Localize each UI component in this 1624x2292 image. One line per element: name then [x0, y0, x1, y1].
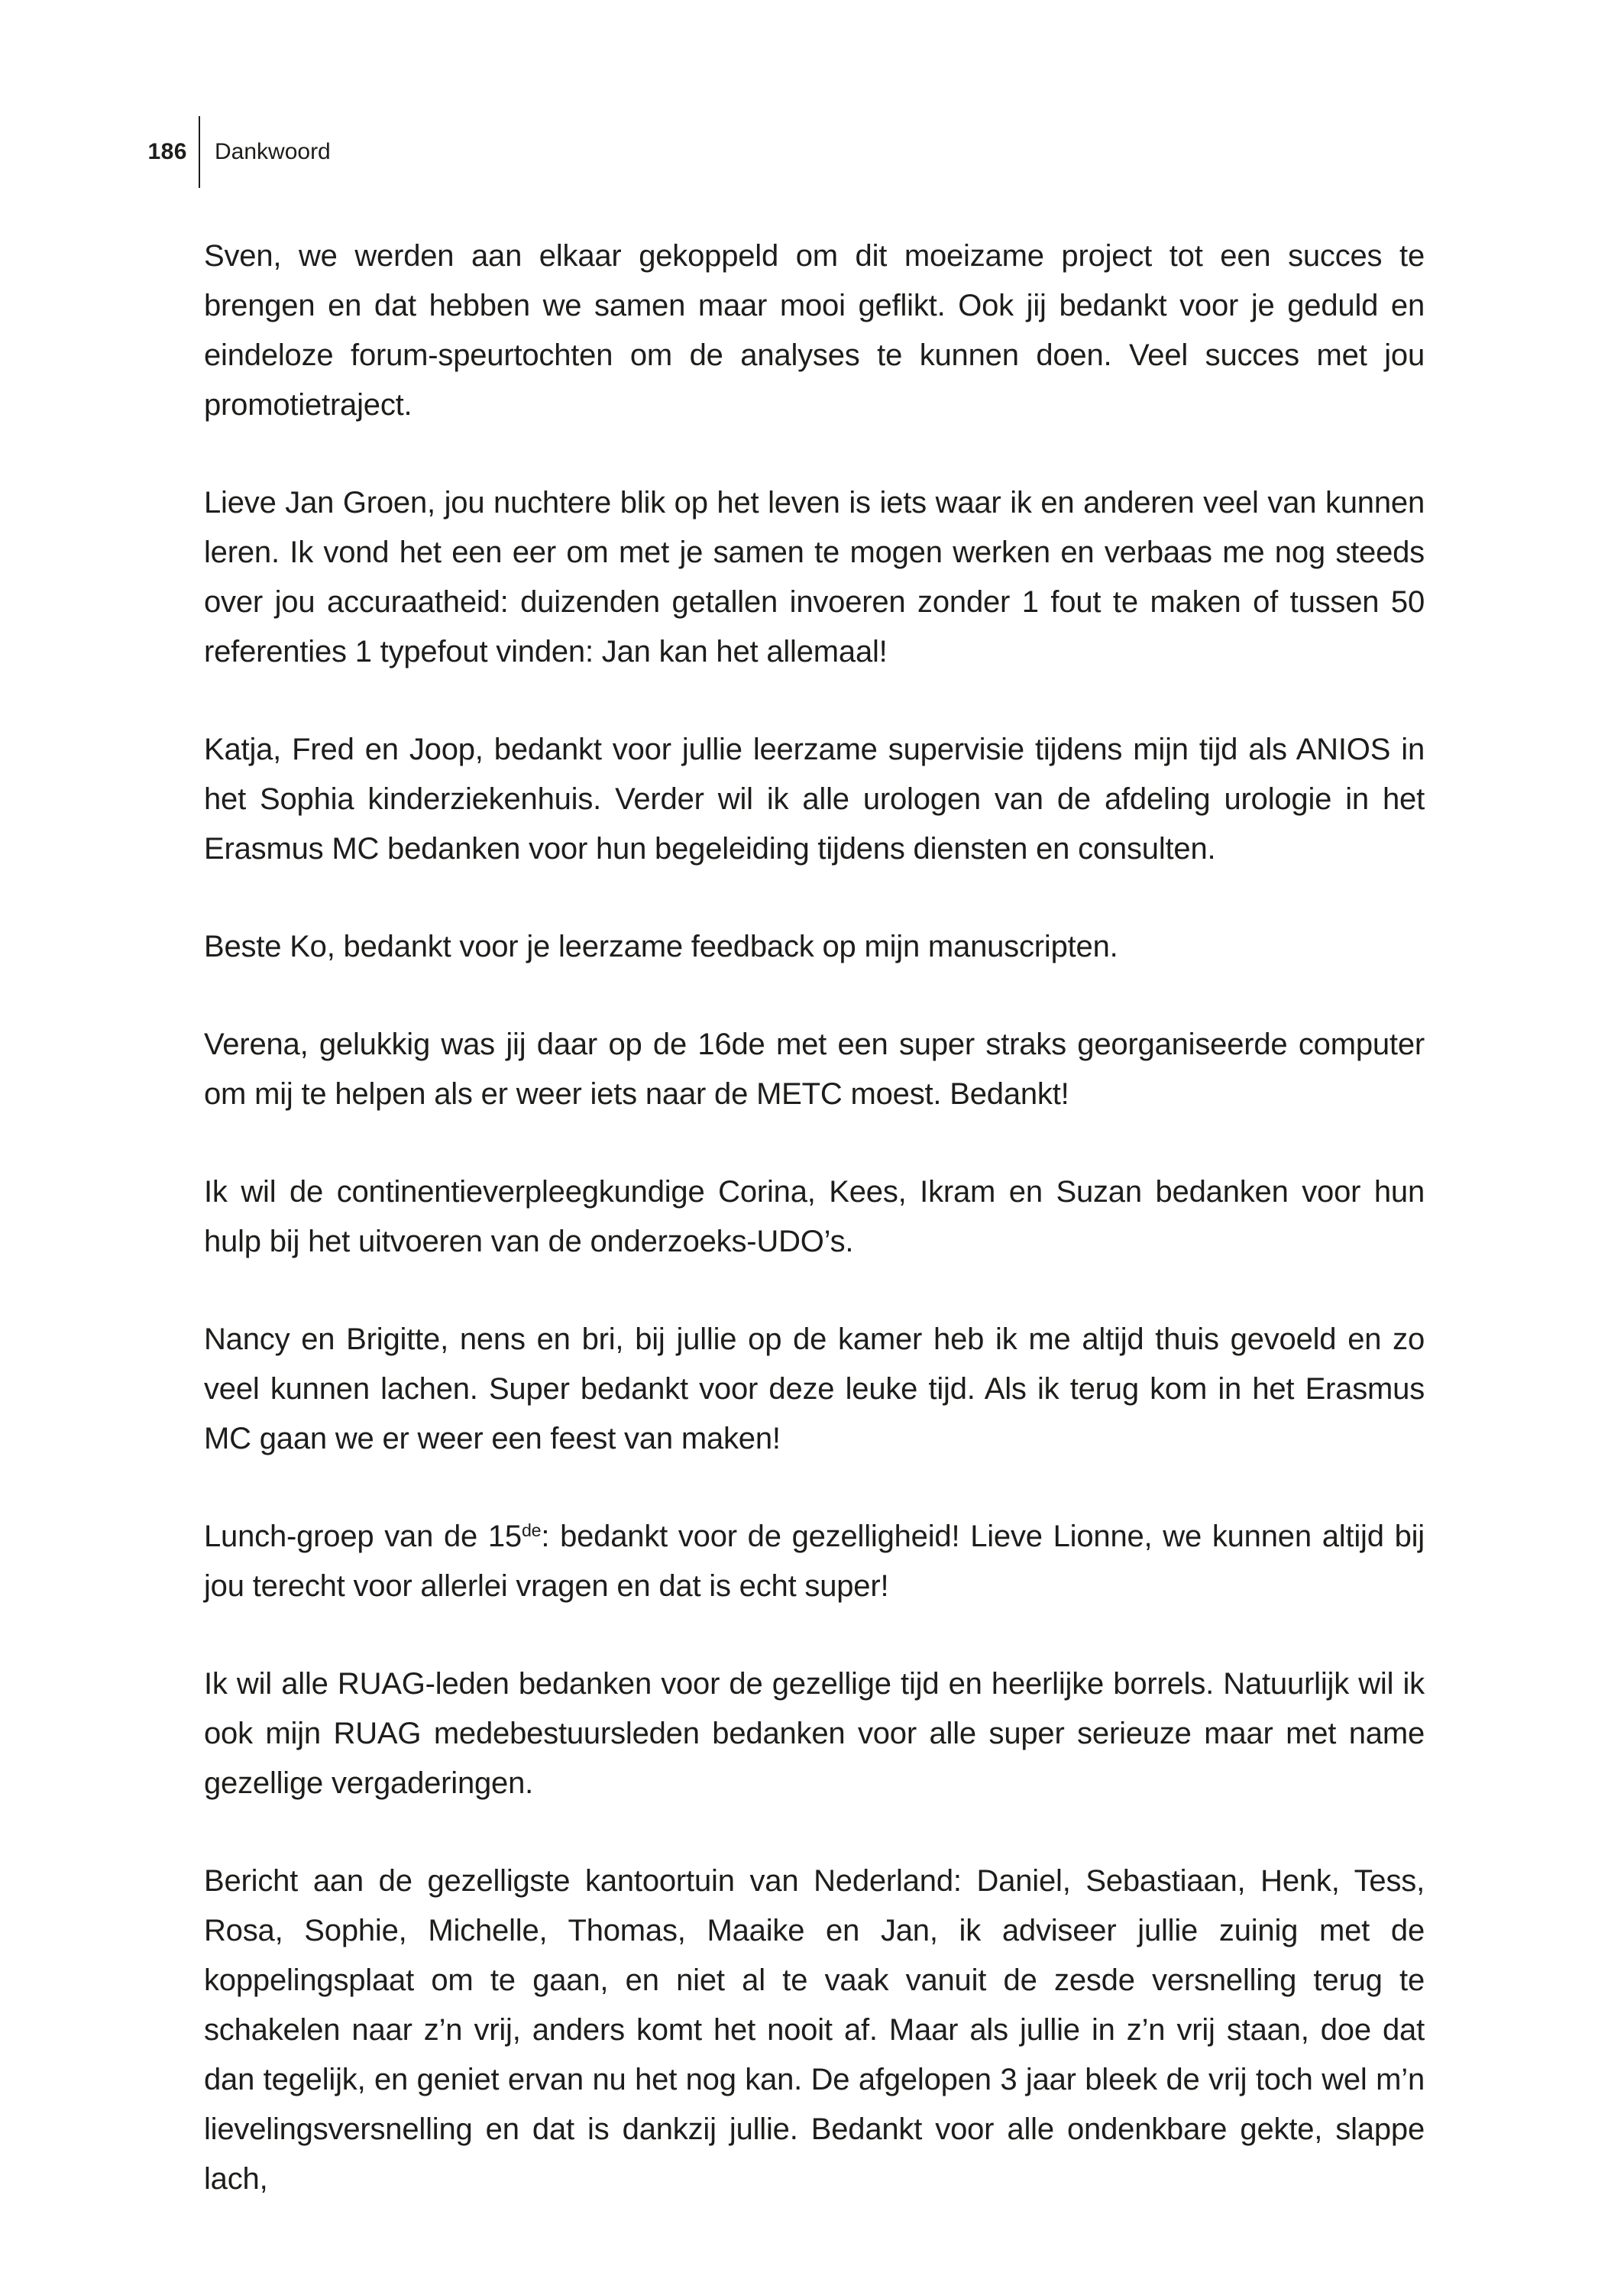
- section-title: Dankwoord: [215, 139, 331, 164]
- running-header: [0, 116, 331, 188]
- paragraph-text: Katja, Fred en Joop, bedankt voor jullie leerzame supervisie tijdens mijn tijd als ANIOS in het Sophia kinderziekenhuis. Verder wil ik alle urologen van de afdeling urologie in het Erasmus MC bedanken voor hun begeleiding tijdens diensten en consulten.: [204, 733, 1425, 866]
- header-divider-rule: [199, 116, 200, 188]
- paragraph: [204, 231, 1425, 430]
- paragraph-text: Sven, we werden aan elkaar gekoppeld om dit moeizame project tot een succes te brengen en dat hebben we samen maar mooi geflikt. Ook jij bedankt voor je geduld en eindeloze forum-speurtochten om de analyses te kunnen doen. Veel succes met jou promotietraject.: [204, 239, 1425, 422]
- paragraph: [204, 1857, 1425, 2204]
- paragraph: [204, 478, 1425, 677]
- paragraph-text: Ik wil de continentieverpleegkundige Corina, Kees, Ikram en Suzan bedanken voor hun hulp bij het uitvoeren van de onderzoeks-UDO’s.: [204, 1175, 1425, 1258]
- paragraph-text: : bedankt voor de gezelligheid! Lieve Lionne, we kunnen altijd bij jou terecht voor allerlei vragen en dat is echt super!: [204, 1520, 1425, 1603]
- paragraph-text: Lunch-groep van de 15: [204, 1520, 522, 1553]
- paragraph: [204, 1020, 1425, 1119]
- paragraph: [204, 1167, 1425, 1267]
- paragraph: [204, 1512, 1425, 1611]
- paragraph-text: Ik wil alle RUAG-leden bedanken voor de gezellige tijd en heerlijke borrels. Natuurlijk wil ik ook mijn RUAG medebestuursleden bedanken voor alle super serieuze maar met name gezellige vergaderingen.: [204, 1667, 1425, 1800]
- page-number: 186: [147, 139, 187, 164]
- paragraph: [204, 1315, 1425, 1464]
- paragraph: [204, 922, 1425, 972]
- paragraph: [204, 1659, 1425, 1808]
- paragraph-text: Nancy en Brigitte, nens en bri, bij jullie op de kamer heb ik me altijd thuis gevoeld en zo veel kunnen lachen. Super bedankt voor deze leuke tijd. Als ik terug kom in het Erasmus MC gaan we er weer een feest van maken!: [204, 1322, 1425, 1455]
- superscript-text: de: [521, 1520, 542, 1541]
- acknowledgments-body: [204, 231, 1425, 2204]
- paragraph-text: Verena, gelukkig was jij daar op de 16de met een super straks georganiseerde computer om mij te helpen als er weer iets naar de METC moest. Bedankt!: [204, 1028, 1425, 1111]
- paragraph-text: Bericht aan de gezelligste kantoortuin van Nederland: Daniel, Sebastiaan, Henk, Tess, Rosa, Sophie, Michelle, Thomas, Maaike en Jan, ik adviseer jullie zuinig met de koppelingsplaat om te gaan, en niet al te vaak vanuit de zesde versnelling terug te schakelen naar z’n vrij, anders komt het nooit af. Maar als jullie in z’n vrij staan, doe dat dan tegelijk, en geniet ervan nu het nog kan. De afgelopen 3 jaar bleek de vrij toch wel m’n lievelingsversnelling en dat is dankzij jullie. Bedankt voor alle ondenkbare gekte, slappe lach,: [204, 1864, 1425, 2196]
- paragraph: [204, 725, 1425, 874]
- paragraph-text: Beste Ko, bedankt voor je leerzame feedback op mijn manuscripten.: [204, 930, 1118, 963]
- paragraph-text: Lieve Jan Groen, jou nuchtere blik op het leven is iets waar ik en anderen veel van kunnen leren. Ik vond het een eer om met je samen te mogen werken en verbaas me nog steeds over jou accuraatheid: duizenden getallen invoeren zonder 1 fout te maken of tussen 50 referenties 1 typefout vinden: Jan kan het allemaal!: [204, 486, 1425, 668]
